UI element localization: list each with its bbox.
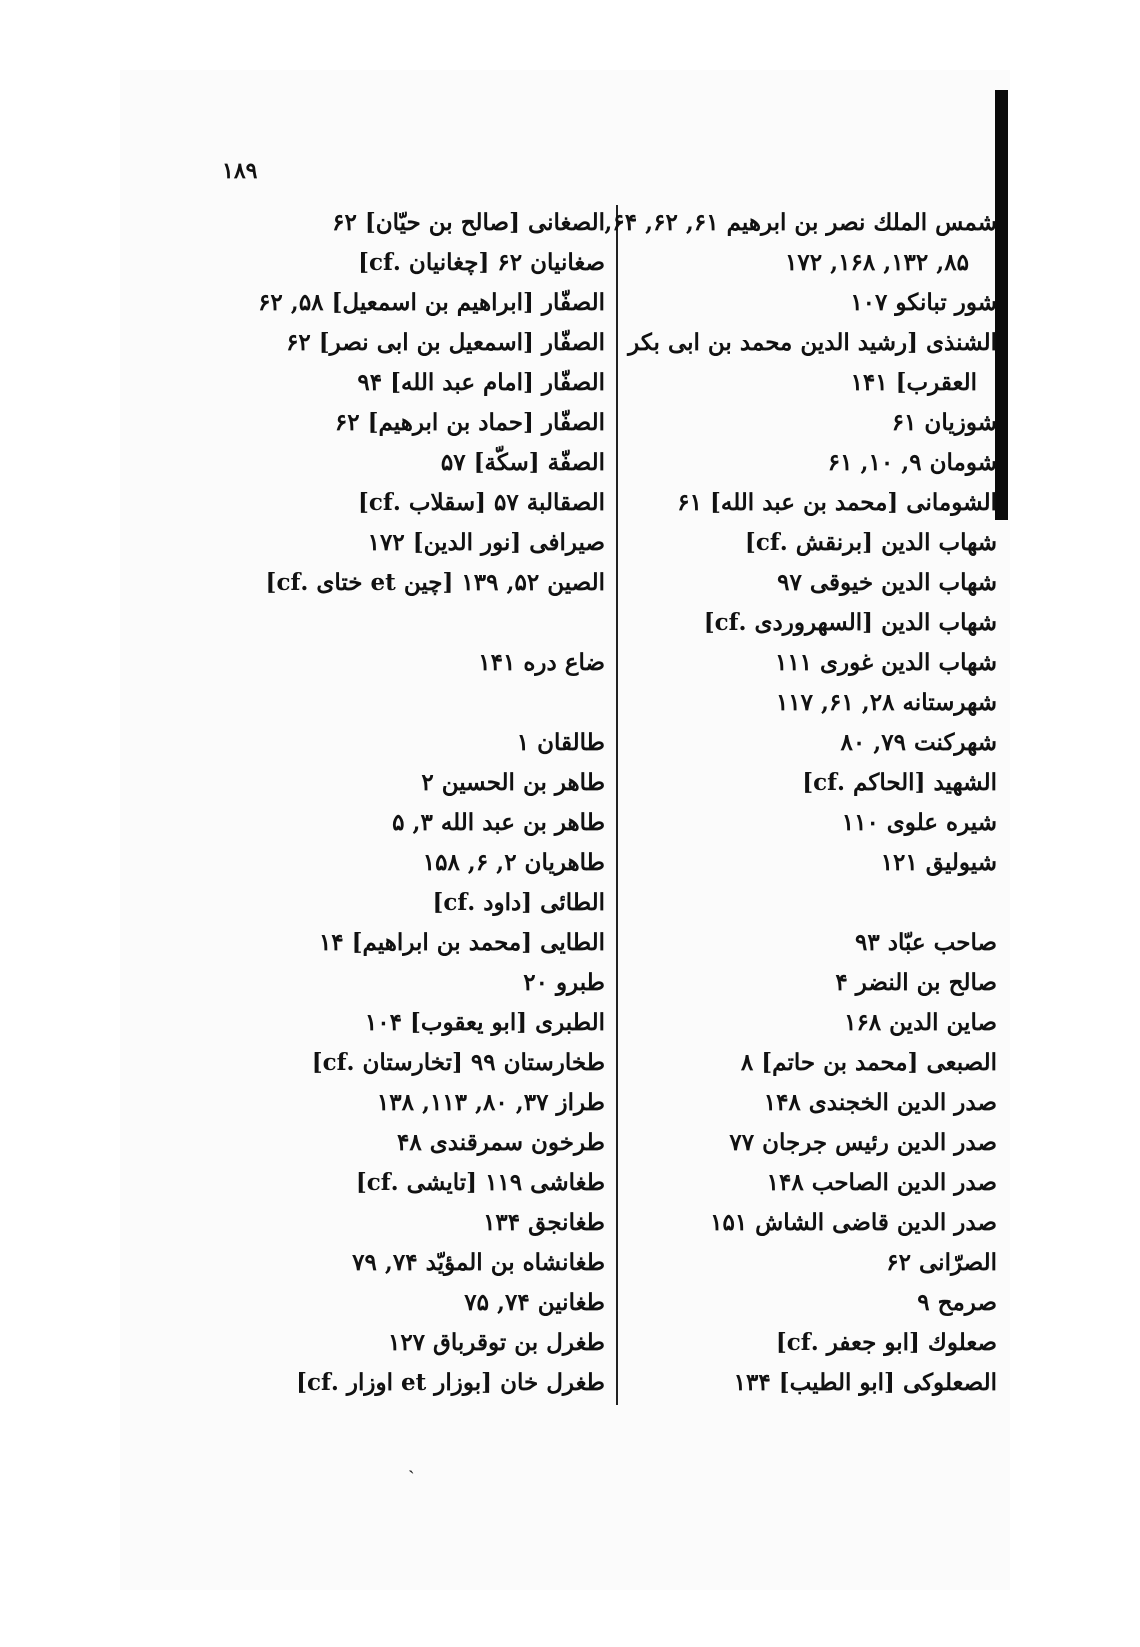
index-entry: ضاع دره ۱۴۱ — [478, 649, 605, 676]
index-entry: شهركنت ۷۹, ۸۰ — [840, 729, 997, 756]
section-gap — [622, 883, 997, 923]
index-entry: طاهر بن الحسين ۲ — [421, 769, 605, 796]
index-entry: طرخون سمرقندی ۴۸ — [397, 1129, 605, 1156]
index-entry: شهاب الدين [السهروردی .cf] — [703, 609, 997, 636]
index-entry: طخارستان ۹۹ [تخارستان .cf] — [311, 1049, 605, 1076]
index-entry: طبرو ۲۰ — [523, 969, 605, 996]
left-column — [258, 203, 605, 1403]
index-entry: الصغانی [صالح بن حيّان] ۶۲ — [332, 209, 605, 236]
index-entry: صاحب عبّاد ۹۳ — [855, 929, 997, 956]
index-entry: صغانيان ۶۲ [چغانيان .cf] — [358, 249, 605, 276]
index-entry: الصرّانی ۶۲ — [886, 1249, 997, 1276]
index-entry: طغانشاه بن المؤيّد ۷۴, ۷۹ — [352, 1249, 605, 1276]
index-entry: الشنذی [رشيد الدين محمد بن ابی بكر — [628, 329, 997, 356]
index-entry: شومان ۹, ۱۰, ۶۱ — [827, 449, 997, 476]
index-entry-continuation: ۸۵, ۱۳۲, ۱۶۸, ۱۷۲ — [785, 249, 969, 276]
index-entry: شيوليق ۱۲۱ — [880, 849, 997, 876]
index-entry: شمس الملك نصر بن ابرهيم ۶۱, ۶۲, ۶۴, — [604, 209, 997, 236]
index-entry-continuation: العقرب] ۱۴۱ — [850, 369, 977, 396]
index-entry: طاهريان ۲, ۶, ۱۵۸ — [422, 849, 605, 876]
index-entry: الصعلوكی [ابو الطيب] ۱۳۴ — [733, 1369, 997, 1396]
index-entry: شهاب الدين خيوقی ۹۷ — [777, 569, 997, 596]
index-entry: الصفّة [سكّة] ۵۷ — [440, 449, 605, 476]
index-entry: صرمح ۹ — [917, 1289, 997, 1316]
index-entry: صدر الدين الخجندی ۱۴۸ — [763, 1089, 997, 1116]
section-gap — [285, 603, 605, 643]
index-entry: طالقان ۱ — [516, 729, 605, 756]
index-entry: الصقالبة ۵۷ [سقلاب .cf] — [358, 489, 605, 516]
index-entry: شوزيان ۶۱ — [891, 409, 997, 436]
index-entry: الطبری [ابو يعقوب] ۱۰۴ — [364, 1009, 605, 1036]
index-entry: صالح بن النضر ۴ — [835, 969, 997, 996]
index-entry: صدر الدين رئيس جرجان ۷۷ — [729, 1129, 997, 1156]
index-entry: الصفّار [امام عبد الله] ۹۴ — [357, 369, 605, 396]
index-entry: طغاشی ۱۱۹ [تايشی .cf] — [355, 1169, 605, 1196]
index-entry: الصفّار [اسمعيل بن ابی نصر] ۶۲ — [286, 329, 605, 356]
index-entry: صدر الدين الصاحب ۱۴۸ — [766, 1169, 997, 1196]
index-entry: طغانين ۷۴, ۷۵ — [464, 1289, 605, 1316]
index-entry: شور تبانكو ۱۰۷ — [850, 289, 997, 316]
section-gap — [285, 683, 605, 723]
index-entry: صعلوك [ابو جعفر .cf] — [775, 1329, 997, 1356]
index-entry: الصفّار [حماد بن ابرهيم] ۶۲ — [334, 409, 605, 436]
index-entry: صاين الدين ۱۶۸ — [844, 1009, 997, 1036]
index-entry: شهرستانه ۲۸, ۶۱, ۱۱۷ — [775, 689, 997, 716]
right-column — [604, 203, 997, 1403]
stray-mark: ˏ — [408, 1450, 415, 1474]
index-entry: طراز ۳۷, ۸۰, ۱۱۳, ۱۳۸ — [376, 1089, 605, 1116]
index-entry: طغرل بن توقرباق ۱۲۷ — [387, 1329, 605, 1356]
index-entry: طاهر بن عبد الله ۳, ۵ — [392, 809, 605, 836]
index-entry: الطايی [محمد بن ابراهيم] ۱۴ — [318, 929, 605, 956]
index-entry: الشهيد [الحاكم .cf] — [802, 769, 997, 796]
index-entry: صيرافی [نور الدين] ۱۷۲ — [367, 529, 605, 556]
index-entry: الصفّار [ابراهيم بن اسمعيل] ۵۸, ۶۲ — [258, 289, 605, 316]
index-entry: الصبعی [محمد بن حاتم] ۸ — [740, 1049, 997, 1076]
index-entry: الطائی [داود .cf] — [432, 889, 605, 916]
index-entry: شيره علوی ۱۱۰ — [841, 809, 997, 836]
index-entry: الشومانی [محمد بن عبد الله] ۶۱ — [677, 489, 997, 516]
column-divider — [616, 205, 618, 1405]
index-entry: صدر الدين قاضی الشاش ۱۵۱ — [710, 1209, 997, 1236]
index-entry: طغرل خان [بوزار et اوزار .cf] — [296, 1369, 605, 1396]
index-entry: شهاب الدين [برنقش .cf] — [744, 529, 997, 556]
index-entry: الصين ۵۲, ۱۳۹ [چين et ختای .cf] — [265, 569, 605, 596]
page-number: ۱۸۹ — [222, 158, 258, 184]
index-entry: شهاب الدين غوری ۱۱۱ — [774, 649, 997, 676]
index-entry: طغانجق ۱۳۴ — [483, 1209, 605, 1236]
